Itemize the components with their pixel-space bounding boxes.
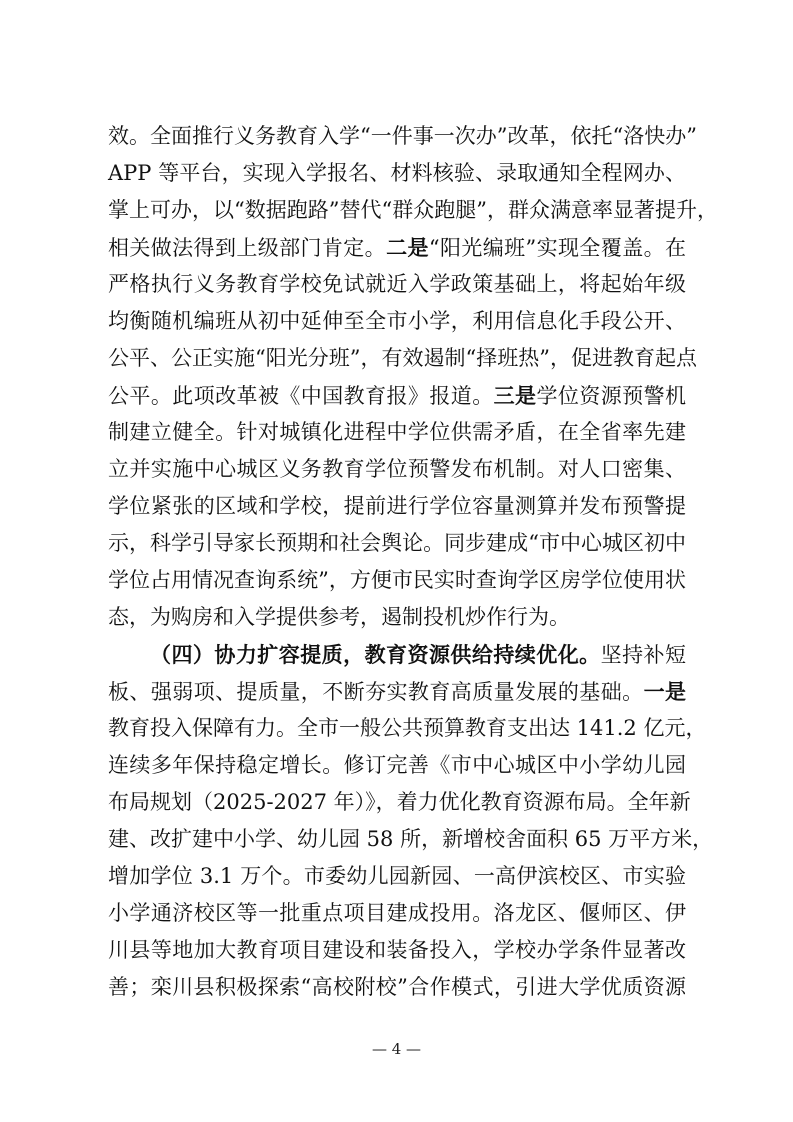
text-segment: 建、改扩建中小学、幼儿园 58 所，新增校舍面积 65 万平方米，: [108, 827, 714, 851]
text-line: [108, 303, 686, 340]
text-segment: 善；栾川县积极探索“高校附校”合作模式，引进大学优质资源: [108, 975, 686, 999]
text-line: [108, 118, 697, 155]
text-segment: 公平。此项改革被《中国教育报》报道。: [108, 384, 494, 408]
text-segment: 连续多年保持稳定增长。修订完善《市中心城区中小学幼儿园: [108, 753, 686, 777]
text-segment: 掌上可办，以“数据跑路”替代“群众跑腿”，群众满意率显著提升，: [108, 198, 718, 222]
bold-text-segment: 二是: [386, 235, 429, 260]
text-segment: “阳光编班”实现全覆盖。在: [428, 236, 686, 260]
text-segment: 立并实施中心城区义务教育学位预警发布机制。对人口密集、: [108, 457, 686, 481]
text-segment: 均衡随机编班从初中延伸至全市小学，利用信息化手段公开、: [108, 309, 686, 333]
text-line: [108, 266, 686, 303]
text-segment: 布局规划（2025-2027 年）》，着力优化教育资源布局。全年新: [108, 790, 691, 814]
text-segment: 态，为购房和入学提供参考，遏制投机炒作行为。: [108, 605, 570, 629]
text-segment: 严格执行义务教育学校免试就近入学政策基础上，将起始年级: [108, 272, 686, 296]
text-line: [108, 784, 691, 821]
text-segment: 教育投入保障有力。全市一般公共预算教育支出达 141.2 亿元，: [108, 716, 707, 740]
text-line: [108, 710, 707, 747]
text-segment: 川县等地加大教育项目建设和装备投入，学校办学条件显著改: [108, 938, 686, 962]
text-line: [108, 747, 686, 784]
text-line: [108, 895, 686, 932]
document-body: [108, 118, 718, 1006]
bold-text-segment: 一是: [643, 679, 687, 704]
bold-text-segment: （四）协力扩容提质，教育资源供给持续优化。: [150, 642, 601, 667]
text-line: [108, 525, 686, 562]
text-line: [108, 414, 686, 451]
text-line: [108, 969, 686, 1006]
text-line: [108, 377, 686, 414]
text-line: [108, 229, 686, 266]
text-line: [108, 562, 686, 599]
text-line: [108, 340, 697, 377]
text-segment: 效。全面推行义务教育入学“一件事一次办”改革，依托“洛快办”: [108, 124, 697, 148]
text-segment: 示，科学引导家长预期和社会舆论。同步建成“市中心城区初中: [108, 531, 686, 555]
page-number: — 4 —: [371, 1040, 422, 1058]
text-line: [108, 821, 714, 858]
text-segment: 小学通济校区等一批重点项目建成投用。洛龙区、偃师区、伊: [108, 901, 686, 925]
text-line: [108, 932, 686, 969]
text-line: [108, 155, 686, 192]
text-line: [108, 673, 686, 710]
text-line: [108, 636, 686, 673]
text-segment: 公平、公正实施“阳光分班”，有效遏制“择班热”，促进教育起点: [108, 346, 697, 370]
text-segment: 学位占用情况查询系统”，方便市民实时查询学区房学位使用状: [108, 568, 686, 592]
text-line: [108, 192, 718, 229]
bold-text-segment: 三是: [493, 383, 537, 408]
text-segment: 板、强弱项、提质量，不断夯实教育高质量发展的基础。: [108, 680, 644, 704]
text-segment: APP 等平台，实现入学报名、材料核验、录取通知全程网办、: [108, 161, 686, 185]
text-line: [108, 488, 686, 525]
text-segment: 增加学位 3.1 万个。市委幼儿园新园、一高伊滨校区、市实验: [108, 864, 686, 888]
text-line: [108, 451, 686, 488]
text-segment: 学位紧张的区域和学校，提前进行学位容量测算并发布预警提: [108, 494, 686, 518]
text-segment: 制建立健全。针对城镇化进程中学位供需矛盾，在全省率先建: [108, 420, 686, 444]
text-line: [108, 599, 686, 636]
text-segment: 坚持补短: [600, 643, 686, 667]
text-line: [108, 858, 686, 895]
text-segment: 相关做法得到上级部门肯定。: [108, 236, 387, 260]
text-segment: 学位资源预警机: [536, 384, 687, 408]
